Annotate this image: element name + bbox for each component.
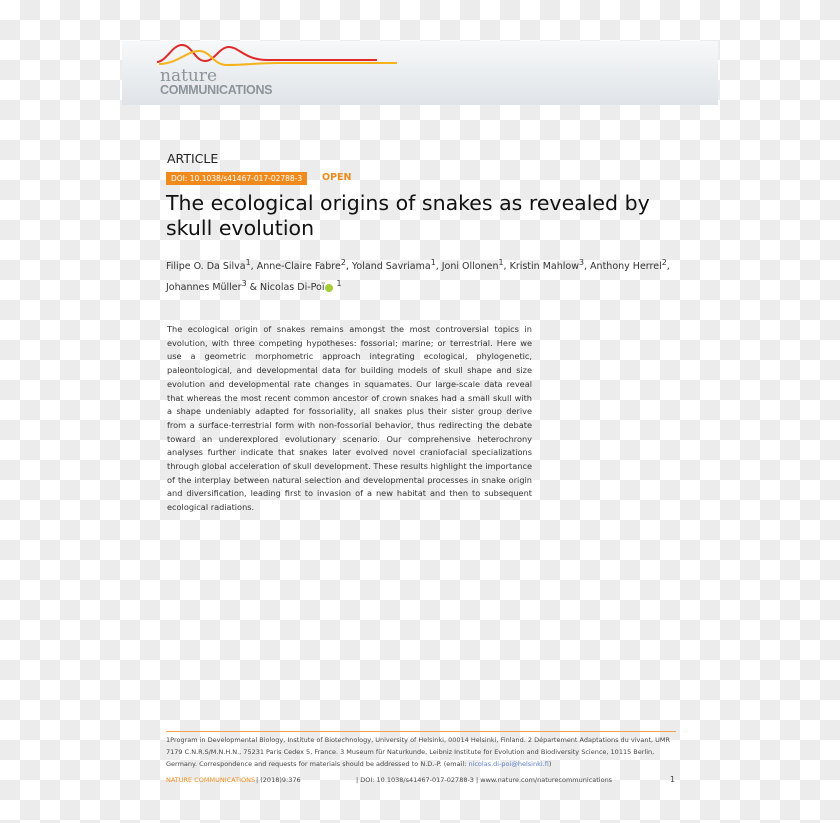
abstract: The ecological origin of snakes remains amongst the most controversial topics in evolution, with three competing hypotheses: fossorial; marine; or terrestrial. Here we use a geometric morphometric approach integrating ecological, phylogenetic, paleontological, and developmental data for building models of skull shape and size evolution and developmental rate changes in squamates. Our large-scale data reveal that whereas the most recent common ancestor of crown snakes had a small skull with a shape undeniably adapted for fossoriality, all snakes plus their sister group derive from a surface-terrestrial form with non-fossorial behavior, thus redirecting the debate toward an underexplored evolutionary scenario. Our comprehensive heterochrony analyses further indicate that snakes later evolved novel craniofacial specializations through global acceleration of skull development. These results highlight the importance of the interplay between natural selection and developmental processes in snake origin and diversification, leading first to invasion of a new habitat and then to subsequent ecological radiations. [167,324,532,513]
footer-doi[interactable]: | DOI: 10.1038/s41467-017-02788-3 | www.nature.com/naturecommunications [356,776,613,784]
logo-communications-text: COMMUNICATIONS [160,83,273,97]
footnote-divider [166,731,676,732]
affil-sup: 2 [661,258,667,267]
email-link[interactable]: nicolas.di-poi@helsinki.fi [468,760,549,768]
affiliations [166,734,678,770]
affiliations-text: 1Program in Developmental Biology, Institute of Biotechnology, University of Helsinki, 00014 Helsinki, Finland. 2 Département Adaptations du vivant, UMR 7179 C.N.R.S/M.N.H.N., 75231 Paris Cedex 5, France. 3 Museum für Naturkunde, Leibniz Institute for Evolution and Biodiversity Science, 10115 Berlin, Germany. Correspondence and requests for materials should be addressed to N.D.-P. (email: [166,736,671,768]
author[interactable]: Filipe O. Da Silva [166,261,246,273]
author[interactable]: , Johannes Müller [166,261,670,294]
author[interactable]: , Anne-Claire Fabre [250,261,341,273]
journal-header [122,41,718,105]
author[interactable]: & Nicolas Di-Poï [246,282,325,294]
article-title: The ecological origins of snakes as revealed by skull evolution [166,191,650,240]
page-number: 1 [670,775,676,784]
author[interactable]: , Yoland Savriama [345,261,431,273]
article-type: ARTICLE [167,151,219,166]
author[interactable]: , Anthony Herrel [584,261,662,273]
affil-sup: 1 [430,258,436,267]
affil-sup: 1 [498,258,504,267]
author-list [166,254,676,296]
author[interactable]: , Kristin Mahlow [503,261,579,273]
affil-sup: 1 [245,258,251,267]
footer-journal: NATURE COMMUNICATIONS [166,776,256,784]
author[interactable]: , Joni Ollonen [435,261,499,273]
orcid-icon[interactable] [325,284,333,292]
open-access-label: OPEN [322,172,352,183]
affiliations-end: ) [548,760,552,768]
logo-nature-text: nature [160,66,218,86]
affil-sup: 3 [241,279,247,289]
footer-citation: | (2018)9:376 [256,776,301,784]
affil-sup: 1 [336,279,342,289]
doi-badge[interactable]: DOI: 10.1038/s41467-017-02788-3 [166,172,307,185]
affil-sup: 3 [578,258,585,267]
affil-sup: 2 [340,258,346,267]
